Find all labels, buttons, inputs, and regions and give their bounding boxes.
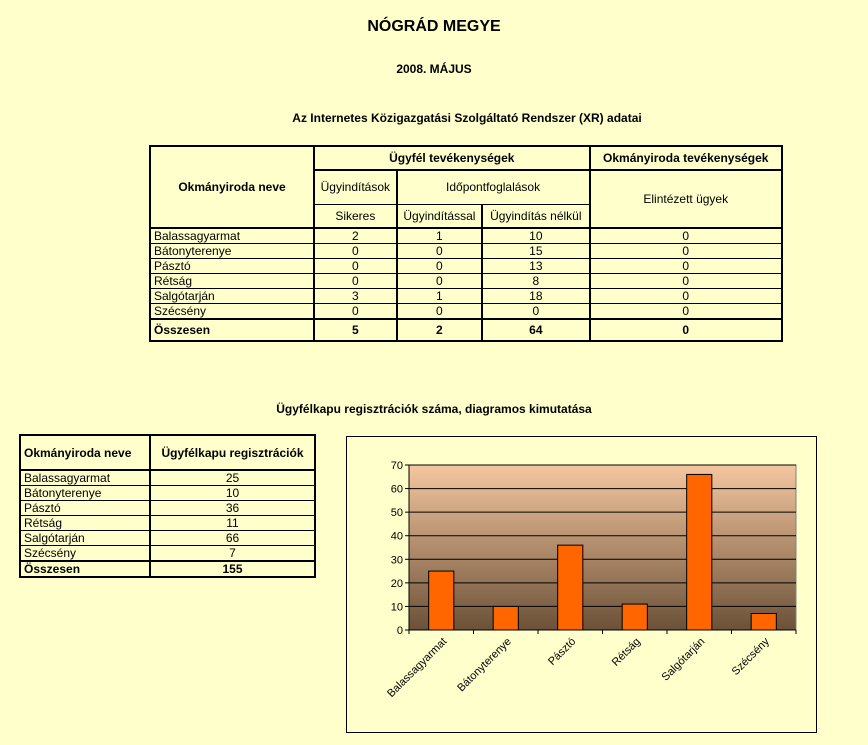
col-office-name: Okmányiroda neve bbox=[20, 435, 150, 470]
chart-canvas bbox=[347, 437, 816, 732]
y-tick-label: 0 bbox=[396, 625, 403, 637]
total-with-init: 2 bbox=[397, 319, 483, 341]
page-title: NÓGRÁD MEGYE bbox=[367, 18, 501, 35]
row-value: 25 bbox=[150, 470, 315, 486]
x-tick-label: Bátonyterenye bbox=[455, 635, 514, 695]
y-tick-label: 70 bbox=[390, 460, 403, 472]
row-completed: 0 bbox=[590, 244, 782, 259]
y-tick-label: 50 bbox=[390, 507, 403, 520]
row-successful: 0 bbox=[314, 259, 397, 274]
row-without-init: 10 bbox=[482, 228, 589, 244]
y-tick-label: 20 bbox=[390, 577, 403, 590]
x-tick-label: Pásztó bbox=[546, 635, 579, 668]
row-value: 11 bbox=[150, 516, 315, 531]
row-without-init: 18 bbox=[482, 289, 589, 304]
row-name: Balassagyarmat bbox=[150, 228, 314, 244]
row-name: Bátonyterenye bbox=[150, 244, 314, 259]
row-successful: 3 bbox=[314, 289, 397, 304]
bar bbox=[751, 614, 776, 631]
registration-bar-chart bbox=[346, 436, 817, 733]
plot-area bbox=[409, 465, 796, 630]
col-without-init: Ügyindítás nélkül bbox=[482, 204, 589, 228]
col-successful: Sikeres bbox=[314, 204, 397, 228]
total-completed: 0 bbox=[590, 319, 782, 341]
row-with-init: 1 bbox=[397, 289, 483, 304]
table-row bbox=[20, 470, 315, 486]
row-name: Rétság bbox=[150, 274, 314, 289]
table-row bbox=[150, 304, 782, 320]
row-name: Szécsény bbox=[150, 304, 314, 320]
row-successful: 0 bbox=[314, 274, 397, 289]
total-name: Összesen bbox=[20, 561, 150, 577]
col-registrations: Ügyfélkapu regisztrációk bbox=[150, 435, 315, 470]
group-office-activities: Okmányiroda tevékenységek bbox=[590, 146, 782, 170]
row-without-init: 15 bbox=[482, 244, 589, 259]
row-with-init: 0 bbox=[397, 304, 483, 320]
table-total-row bbox=[20, 561, 315, 577]
row-with-init: 0 bbox=[397, 274, 483, 289]
row-completed: 0 bbox=[590, 304, 782, 320]
row-with-init: 0 bbox=[397, 244, 483, 259]
y-tick-label: 60 bbox=[390, 483, 403, 496]
bar bbox=[622, 604, 647, 630]
table-row bbox=[20, 546, 315, 562]
row-without-init: 8 bbox=[482, 274, 589, 289]
xr-data-table bbox=[149, 145, 783, 342]
row-completed: 0 bbox=[590, 274, 782, 289]
table-row bbox=[150, 289, 782, 304]
table-row bbox=[150, 259, 782, 274]
table-row bbox=[150, 244, 782, 259]
col-appointments: Időpontfoglalások bbox=[397, 170, 590, 204]
total-value: 155 bbox=[150, 561, 315, 577]
row-name: Balassagyarmat bbox=[20, 470, 150, 486]
x-tick-label: Balassagyarmat bbox=[385, 635, 450, 700]
row-value: 10 bbox=[150, 486, 315, 501]
table-row bbox=[20, 501, 315, 516]
section1-title: Az Internetes Közigazgatási Szolgáltató Rendszer (XR) adatai bbox=[292, 111, 642, 125]
row-name: Salgótarján bbox=[20, 531, 150, 546]
row-with-init: 1 bbox=[397, 228, 483, 244]
table-row bbox=[150, 274, 782, 289]
row-value: 7 bbox=[150, 546, 315, 562]
total-without-init: 64 bbox=[482, 319, 589, 341]
y-tick-label: 40 bbox=[390, 530, 403, 543]
col-initiations: Ügyindítások bbox=[314, 170, 397, 204]
table-row bbox=[20, 486, 315, 501]
bar bbox=[493, 606, 518, 630]
row-value: 36 bbox=[150, 501, 315, 516]
col-completed: Elintézett ügyek bbox=[590, 170, 782, 228]
row-successful: 0 bbox=[314, 304, 397, 320]
table-total-row bbox=[150, 319, 782, 341]
row-without-init: 0 bbox=[482, 304, 589, 320]
row-name: Salgótarján bbox=[150, 289, 314, 304]
row-name: Rétság bbox=[20, 516, 150, 531]
x-tick-label: Szécsény bbox=[729, 635, 772, 678]
bar bbox=[558, 545, 583, 630]
table-row bbox=[150, 228, 782, 244]
registration-table bbox=[19, 434, 316, 578]
total-successful: 5 bbox=[314, 319, 397, 341]
total-name: Összesen bbox=[150, 319, 314, 341]
x-tick-label: Salgótarján bbox=[659, 635, 708, 684]
row-successful: 2 bbox=[314, 228, 397, 244]
row-name: Szécsény bbox=[20, 546, 150, 562]
y-tick-label: 10 bbox=[390, 601, 403, 614]
x-tick-label: Rétság bbox=[609, 635, 643, 669]
row-with-init: 0 bbox=[397, 259, 483, 274]
bar bbox=[687, 474, 712, 630]
table-row bbox=[20, 516, 315, 531]
row-name: Bátonyterenye bbox=[20, 486, 150, 501]
col-with-init: Ügyindítással bbox=[397, 204, 483, 228]
group-client-activities: Ügyfél tevékenységek bbox=[314, 146, 589, 170]
row-name: Pásztó bbox=[20, 501, 150, 516]
row-completed: 0 bbox=[590, 289, 782, 304]
row-successful: 0 bbox=[314, 244, 397, 259]
section2-title: Ügyfélkapu regisztrációk száma, diagramos kimutatása bbox=[276, 402, 592, 416]
row-completed: 0 bbox=[590, 259, 782, 274]
y-tick-label: 30 bbox=[390, 554, 403, 567]
row-completed: 0 bbox=[590, 228, 782, 244]
page-subtitle: 2008. MÁJUS bbox=[396, 62, 472, 76]
row-value: 66 bbox=[150, 531, 315, 546]
row-without-init: 13 bbox=[482, 259, 589, 274]
row-name: Pásztó bbox=[150, 259, 314, 274]
bar bbox=[429, 571, 454, 630]
table-row bbox=[20, 531, 315, 546]
col-office-name: Okmányiroda neve bbox=[150, 146, 314, 228]
